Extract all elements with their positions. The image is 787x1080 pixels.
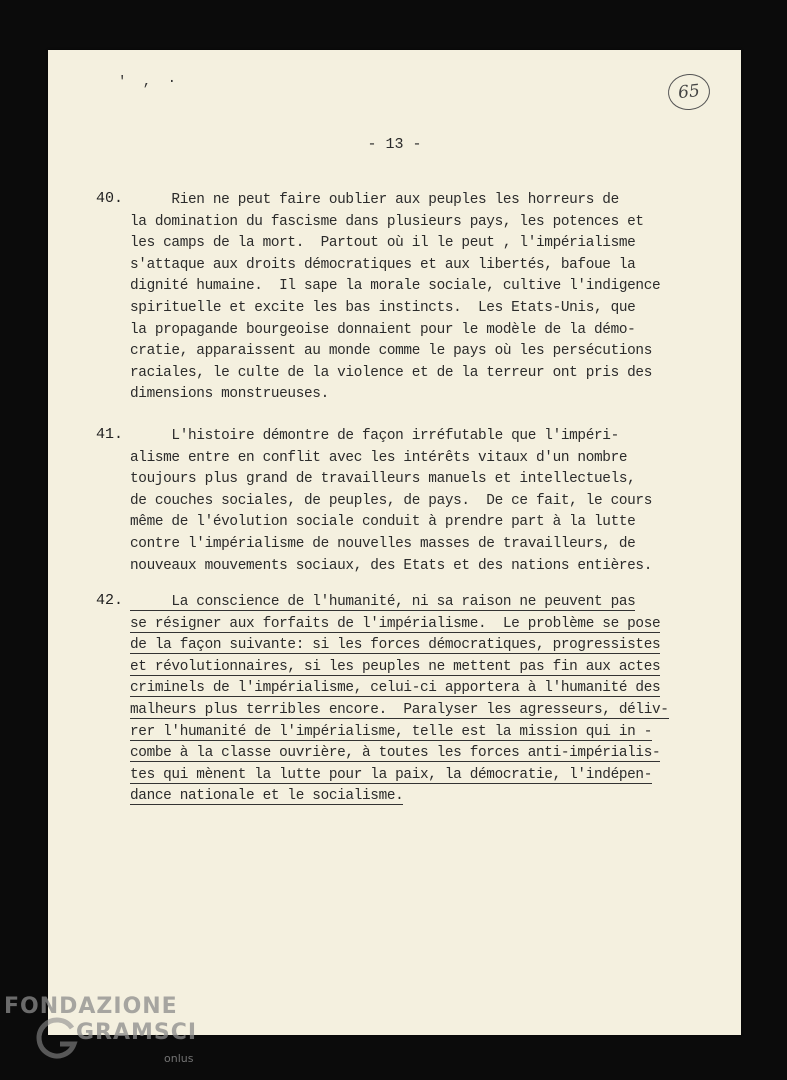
text-line-content: La conscience de l'humanité, ni sa raison ne peuvent pas bbox=[130, 594, 636, 610]
watermark-line-2: GRAMSCI bbox=[76, 1020, 198, 1045]
text-line bbox=[130, 657, 660, 677]
text-line-content: dignité humaine. Il sape la morale sociale, cultive l'indigence bbox=[130, 278, 661, 295]
text-line bbox=[130, 276, 660, 296]
text-line-content: s'attaque aux droits démocratiques et aux libertés, bafoue la bbox=[130, 256, 636, 273]
corner-marks: ' , · bbox=[118, 74, 181, 90]
text-line-content: rer l'humanité de l'impérialisme, telle est la mission qui in - bbox=[130, 723, 653, 740]
text-line-content: se résigner aux forfaits de l'impérialisme. Le problème se pose bbox=[130, 615, 661, 632]
paragraph-number: 41. bbox=[96, 426, 124, 443]
text-line bbox=[130, 592, 635, 612]
text-line bbox=[130, 233, 635, 253]
page-number: - 13 - bbox=[367, 136, 422, 153]
text-line-content: de couches sociales, de peuples, de pays. De ce fait, le cours bbox=[130, 492, 653, 509]
archive-number-stamp: 65 bbox=[666, 72, 712, 112]
text-line-content: nouveaux mouvements sociaux, des Etats et des nations entières. bbox=[130, 557, 653, 574]
text-line-content: et révolutionnaires, si les peuples ne mettent pas fin aux actes bbox=[130, 658, 661, 675]
text-line-content: raciales, le culte de la violence et de la terreur ont pris des bbox=[130, 364, 653, 381]
text-line bbox=[130, 448, 627, 468]
gramsci-logo-icon bbox=[34, 1016, 80, 1062]
text-line bbox=[130, 320, 635, 340]
text-line-content: de la façon suivante: si les forces démocratiques, progressistes bbox=[130, 637, 661, 654]
text-line-content: Rien ne peut faire oublier aux peuples les horreurs de bbox=[130, 192, 619, 208]
text-line bbox=[130, 700, 669, 720]
text-line bbox=[130, 491, 652, 511]
text-line-content: spirituelle et excite les bas instincts. Les Etats-Unis, que bbox=[130, 300, 636, 316]
text-line-content: tes qui mènent la lutte pour la paix, la démocratie, l'indépen- bbox=[130, 766, 653, 783]
text-line bbox=[130, 743, 660, 763]
text-line-content: contre l'impérialisme de nouvelles masses de travailleurs, de bbox=[130, 536, 636, 552]
text-line bbox=[130, 556, 652, 576]
text-line-content: toujours plus grand de travailleurs manuels et intellectuels, bbox=[130, 471, 636, 488]
text-line bbox=[130, 363, 652, 383]
text-line bbox=[130, 614, 660, 634]
watermark-onlus: onlus bbox=[164, 1052, 194, 1065]
text-line bbox=[130, 190, 619, 210]
text-line-content: la domination du fascisme dans plusieurs pays, les potences et bbox=[130, 213, 644, 230]
text-line-content: la propagande bourgeoise donnaient pour le modèle de la démo- bbox=[130, 321, 636, 338]
text-line bbox=[130, 765, 652, 785]
text-line bbox=[130, 722, 652, 742]
text-line-content: L'histoire démontre de façon irréfutable que l'impéri- bbox=[130, 428, 619, 444]
text-line bbox=[130, 341, 652, 361]
fondazione-gramsci-watermark bbox=[4, 990, 204, 1070]
text-line bbox=[130, 212, 644, 232]
text-line-content: alisme entre en conflit avec les intérêts vitaux d'un nombre bbox=[130, 449, 628, 466]
paragraph-number: 42. bbox=[96, 592, 124, 609]
document-page bbox=[48, 50, 741, 1035]
text-line-content: même de l'évolution sociale conduit à prendre part à la lutte bbox=[130, 514, 636, 531]
paragraph-number: 40. bbox=[96, 190, 124, 207]
text-line bbox=[130, 678, 660, 698]
text-line-content: dimensions monstrueuses. bbox=[130, 386, 329, 403]
text-line bbox=[130, 469, 635, 489]
watermark-line-1: FONDAZIONE bbox=[4, 994, 178, 1019]
text-line-content: malheurs plus terribles encore. Paralyser les agresseurs, déliv- bbox=[130, 702, 669, 718]
text-line-content: les camps de la mort. Partout où il le peut , l'impérialisme bbox=[130, 235, 636, 252]
text-line bbox=[130, 786, 403, 806]
text-line bbox=[130, 512, 635, 532]
text-line bbox=[130, 635, 660, 655]
text-line-content: criminels de l'impérialisme, celui-ci apportera à l'humanité des bbox=[130, 680, 661, 697]
text-line bbox=[130, 534, 635, 554]
text-line bbox=[130, 255, 635, 275]
text-line-content: combe à la classe ouvrière, à toutes les forces anti-impérialis- bbox=[130, 745, 661, 762]
text-line-content: dance nationale et le socialisme. bbox=[130, 788, 404, 805]
text-line bbox=[130, 426, 619, 446]
text-line-content: cratie, apparaissent au monde comme le pays où les persécutions bbox=[130, 343, 653, 360]
text-line bbox=[130, 384, 329, 404]
text-line bbox=[130, 298, 635, 318]
